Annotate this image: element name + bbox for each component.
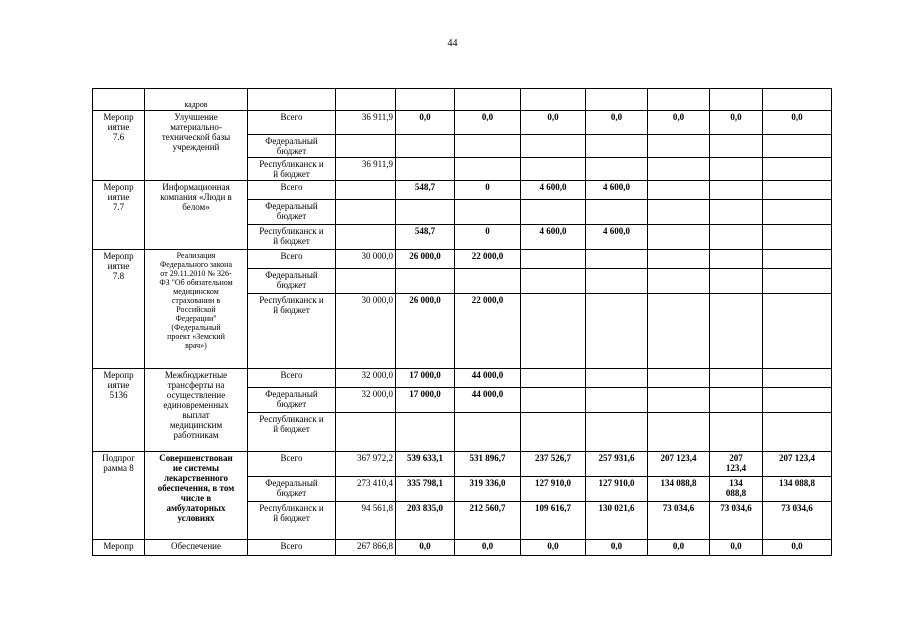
amount-cell: 22 000,0 xyxy=(455,250,521,269)
amount-cell: 134 088,8 xyxy=(763,477,832,502)
amount-cell: 0,0 xyxy=(710,111,763,135)
amount-cell: 0,0 xyxy=(648,111,710,135)
amount-cell: 335 798,1 xyxy=(396,477,455,502)
amount-cell xyxy=(710,388,763,413)
funding-source: Федеральный бюджет xyxy=(248,388,336,413)
amount-cell xyxy=(763,413,832,452)
amount-cell xyxy=(455,158,521,181)
measure-name: Информационная компания «Люди в белом» xyxy=(145,181,248,250)
amount-cell: 257 931,6 xyxy=(586,452,648,477)
amount-cell xyxy=(763,250,832,269)
funding-source: Всего xyxy=(248,540,336,556)
funding-source: Республиканск и й бюджет xyxy=(248,158,336,181)
amount-cell xyxy=(710,181,763,200)
amount-cell xyxy=(521,369,586,388)
amount-cell: 73 034,6 xyxy=(648,502,710,540)
amount-cell xyxy=(336,181,396,200)
amount-cell xyxy=(396,269,455,294)
amount-cell: 0,0 xyxy=(396,111,455,135)
amount-cell xyxy=(648,250,710,269)
measure-name: Реализация Федерального закона от 29.11.2010 № 326- ФЗ "Об обязательном медицинском страховании в Российской Федерации" (Федеральный проект «Земский врач») xyxy=(145,250,248,369)
amount-cell: 0,0 xyxy=(521,540,586,556)
amount-cell xyxy=(336,200,396,225)
amount-cell: 367 972,2 xyxy=(336,452,396,477)
program-code: Подпрог рамма 8 xyxy=(93,452,145,540)
amount-cell xyxy=(648,158,710,181)
amount-cell xyxy=(648,413,710,452)
amount-cell xyxy=(586,413,648,452)
measure-name: Обеспечение xyxy=(145,540,248,556)
amount-cell xyxy=(455,200,521,225)
value-cell xyxy=(396,89,455,111)
funding-source: Республиканск и й бюджет xyxy=(248,502,336,540)
amount-cell xyxy=(763,269,832,294)
amount-cell xyxy=(710,269,763,294)
amount-cell xyxy=(521,269,586,294)
amount-cell: 207 123,4 xyxy=(763,452,832,477)
amount-cell: 32 000,0 xyxy=(336,388,396,413)
code-cell xyxy=(93,89,145,111)
amount-cell: 0,0 xyxy=(455,111,521,135)
amount-cell xyxy=(521,250,586,269)
amount-cell: 0,0 xyxy=(586,540,648,556)
amount-cell xyxy=(521,413,586,452)
amount-cell: 237 526,7 xyxy=(521,452,586,477)
funding-source: Всего xyxy=(248,181,336,200)
amount-cell: 0,0 xyxy=(648,540,710,556)
amount-cell: 212 560,7 xyxy=(455,502,521,540)
amount-cell: 130 021,6 xyxy=(586,502,648,540)
amount-cell: 109 616,7 xyxy=(521,502,586,540)
amount-cell xyxy=(648,369,710,388)
measure-name: Межбюджетные трансферты на осуществление единовременных выплат медицинским работникам xyxy=(145,369,248,452)
amount-cell xyxy=(521,388,586,413)
amount-cell xyxy=(710,369,763,388)
amount-cell: 548,7 xyxy=(396,181,455,200)
funding-source: Всего xyxy=(248,369,336,388)
amount-cell xyxy=(763,225,832,250)
funding-source: Всего xyxy=(248,250,336,269)
amount-cell xyxy=(648,225,710,250)
amount-cell: 273 410,4 xyxy=(336,477,396,502)
value-cell xyxy=(455,89,521,111)
program-code: Меропр иятие 7.6 xyxy=(93,111,145,181)
amount-cell xyxy=(648,135,710,158)
amount-cell xyxy=(710,200,763,225)
amount-cell: 22 000,0 xyxy=(455,294,521,369)
amount-cell xyxy=(336,269,396,294)
amount-cell: 30 000,0 xyxy=(336,250,396,269)
amount-cell xyxy=(586,369,648,388)
funding-source: Федеральный бюджет xyxy=(248,269,336,294)
amount-cell: 4 600,0 xyxy=(586,225,648,250)
funding-source: Федеральный бюджет xyxy=(248,135,336,158)
amount-cell: 127 910,0 xyxy=(521,477,586,502)
amount-cell xyxy=(648,200,710,225)
amount-cell xyxy=(521,135,586,158)
amount-cell xyxy=(521,294,586,369)
amount-cell xyxy=(710,158,763,181)
amount-cell xyxy=(763,369,832,388)
value-cell xyxy=(763,89,832,111)
amount-cell: 319 336,0 xyxy=(455,477,521,502)
value-cell xyxy=(710,89,763,111)
program-code: Меропр иятие 5136 xyxy=(93,369,145,452)
amount-cell: 32 000,0 xyxy=(336,369,396,388)
measure-name: кадров xyxy=(145,89,248,111)
amount-cell xyxy=(763,135,832,158)
amount-cell xyxy=(586,200,648,225)
funding-source: Республиканск и й бюджет xyxy=(248,294,336,369)
amount-cell xyxy=(396,200,455,225)
amount-cell: 134 088,8 xyxy=(648,477,710,502)
amount-cell: 0,0 xyxy=(763,111,832,135)
amount-cell: 127 910,0 xyxy=(586,477,648,502)
amount-cell: 548,7 xyxy=(396,225,455,250)
amount-cell: 207 123,4 xyxy=(710,452,763,477)
amount-cell xyxy=(763,181,832,200)
amount-cell xyxy=(648,181,710,200)
funding-source: Всего xyxy=(248,452,336,477)
value-cell xyxy=(336,89,396,111)
amount-cell xyxy=(586,388,648,413)
amount-cell: 73 034,6 xyxy=(763,502,832,540)
amount-cell: 17 000,0 xyxy=(396,388,455,413)
amount-cell: 0,0 xyxy=(396,540,455,556)
amount-cell: 0,0 xyxy=(586,111,648,135)
amount-cell xyxy=(336,413,396,452)
amount-cell xyxy=(586,250,648,269)
amount-cell xyxy=(763,200,832,225)
amount-cell xyxy=(396,158,455,181)
amount-cell xyxy=(648,269,710,294)
table-row xyxy=(93,111,832,135)
amount-cell: 36 911,9 xyxy=(336,158,396,181)
measure-name: Улучшение материально- технической базы учреждений xyxy=(145,111,248,181)
amount-cell xyxy=(710,250,763,269)
amount-cell: 26 000,0 xyxy=(396,294,455,369)
funding-source: Всего xyxy=(248,111,336,135)
amount-cell xyxy=(763,158,832,181)
amount-cell: 134 088,8 xyxy=(710,477,763,502)
amount-cell: 26 000,0 xyxy=(396,250,455,269)
amount-cell: 4 600,0 xyxy=(521,181,586,200)
table-row xyxy=(93,452,832,477)
amount-cell: 207 123,4 xyxy=(648,452,710,477)
amount-cell: 36 911,9 xyxy=(336,111,396,135)
funding-source: Республиканск и й бюджет xyxy=(248,413,336,452)
value-cell xyxy=(521,89,586,111)
budget-table xyxy=(92,88,832,556)
amount-cell xyxy=(586,158,648,181)
value-cell xyxy=(248,89,336,111)
amount-cell xyxy=(648,294,710,369)
amount-cell xyxy=(763,388,832,413)
amount-cell: 0 xyxy=(455,225,521,250)
amount-cell: 203 835,0 xyxy=(396,502,455,540)
amount-cell: 0 xyxy=(455,181,521,200)
table-row xyxy=(93,540,832,556)
amount-cell xyxy=(396,135,455,158)
program-code: Меропр иятие 7.7 xyxy=(93,181,145,250)
amount-cell xyxy=(336,225,396,250)
funding-source: Федеральный бюджет xyxy=(248,477,336,502)
amount-cell xyxy=(336,135,396,158)
amount-cell xyxy=(710,225,763,250)
table-row xyxy=(93,369,832,388)
program-code: Меропр иятие 7.8 xyxy=(93,250,145,369)
amount-cell xyxy=(710,135,763,158)
amount-cell xyxy=(710,413,763,452)
amount-cell xyxy=(455,135,521,158)
amount-cell: 17 000,0 xyxy=(396,369,455,388)
amount-cell xyxy=(648,388,710,413)
page-number: 44 xyxy=(447,38,458,49)
value-cell xyxy=(648,89,710,111)
amount-cell xyxy=(586,269,648,294)
amount-cell: 44 000,0 xyxy=(455,388,521,413)
amount-cell: 4 600,0 xyxy=(586,181,648,200)
amount-cell: 4 600,0 xyxy=(521,225,586,250)
table-row xyxy=(93,250,832,269)
amount-cell: 531 896,7 xyxy=(455,452,521,477)
funding-source: Республиканск и й бюджет xyxy=(248,225,336,250)
amount-cell: 30 000,0 xyxy=(336,294,396,369)
amount-cell xyxy=(521,158,586,181)
table-row xyxy=(93,181,832,200)
amount-cell: 0,0 xyxy=(763,540,832,556)
amount-cell: 539 633,1 xyxy=(396,452,455,477)
amount-cell: 267 866,8 xyxy=(336,540,396,556)
amount-cell xyxy=(586,294,648,369)
amount-cell xyxy=(396,413,455,452)
amount-cell: 44 000,0 xyxy=(455,369,521,388)
amount-cell: 0,0 xyxy=(521,111,586,135)
amount-cell xyxy=(455,413,521,452)
amount-cell xyxy=(455,269,521,294)
amount-cell: 94 561,8 xyxy=(336,502,396,540)
value-cell xyxy=(586,89,648,111)
program-code: Меропр xyxy=(93,540,145,556)
amount-cell xyxy=(763,294,832,369)
amount-cell: 73 034,6 xyxy=(710,502,763,540)
amount-cell xyxy=(710,294,763,369)
measure-name: Совершенствован ие системы лекарственного обеспечения, в том числе в амбулаторных условиях xyxy=(145,452,248,540)
amount-cell xyxy=(521,200,586,225)
funding-source: Федеральный бюджет xyxy=(248,200,336,225)
amount-cell: 0,0 xyxy=(710,540,763,556)
amount-cell: 0,0 xyxy=(455,540,521,556)
amount-cell xyxy=(586,135,648,158)
